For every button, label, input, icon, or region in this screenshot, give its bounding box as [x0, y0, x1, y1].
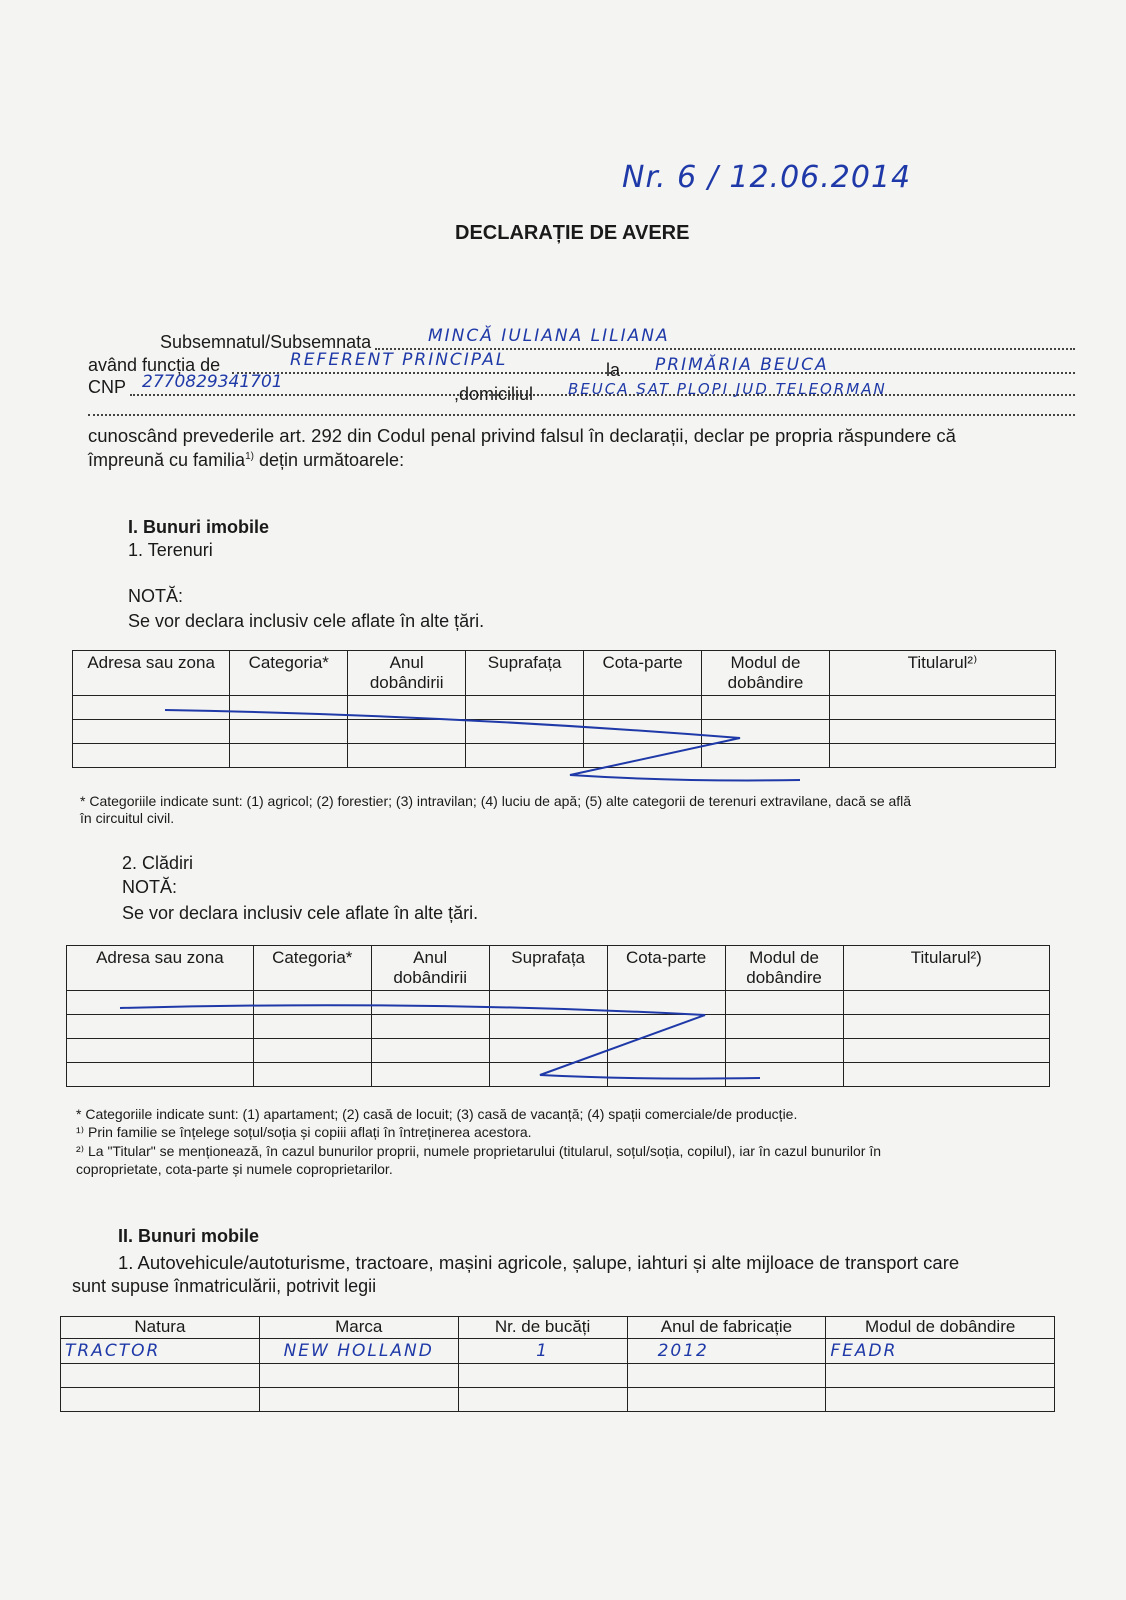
cnp-label: CNP: [88, 377, 127, 397]
col-header: Suprafața: [466, 651, 584, 696]
vehicle-count: 1: [458, 1339, 627, 1364]
domicile-value: BEUCA SAT PLOPI JUD TELEORMAN: [568, 380, 887, 398]
statement-text-end: dețin următoarele:: [253, 450, 405, 470]
note2-text: Se vor declara inclusiv cele aflate în alte țări.: [122, 903, 479, 923]
buildings-footnote: * Categoriile indicate sunt: (1) apartament; (2) casă de locuit; (3) casă de vacanță; (4) spații comerciale/de producție.: [76, 1106, 798, 1122]
col-header: Anul dobândirii: [348, 651, 466, 696]
titular-footnote: ²⁾ La "Titular" se menționează, în cazul bunurilor proprii, numele proprietarului (titularul, soțul/soția, copilul), iar în cazul bunurilor în: [76, 1143, 882, 1159]
document-title: DECLARAȚIE DE AVERE: [455, 222, 690, 244]
col-header: Marca: [259, 1317, 458, 1339]
table-row: [67, 991, 1050, 1015]
registration-number: Nr. 6 / 12.06.2014: [622, 160, 912, 195]
table-header-row: [73, 651, 1056, 696]
subsection-cladiri: 2. Clădiri: [122, 853, 194, 873]
cnp-value: 2770829341701: [142, 372, 283, 392]
function-value: REFERENT PRINCIPAL: [290, 350, 508, 370]
col-header: Natura: [61, 1317, 260, 1339]
note-text: Se vor declara inclusiv cele aflate în alte țări.: [128, 611, 485, 631]
address-dotline: [88, 414, 1075, 416]
vehicle-nature: TRACTOR: [61, 1339, 260, 1364]
function-dotline: [232, 372, 1075, 374]
note-label: NOTĂ:: [128, 586, 184, 606]
land-footnote-2: în circuitul civil.: [80, 810, 175, 826]
table-header-row: [67, 946, 1050, 991]
section-2-heading: II. Bunuri mobile: [118, 1226, 260, 1246]
note2-label: NOTĂ:: [122, 877, 178, 897]
col-header: Cota-parte: [607, 946, 725, 991]
vehicles-heading-2: sunt supuse înmatriculării, potrivit legii: [72, 1276, 377, 1296]
function-label: având funcția de: [88, 355, 221, 375]
col-header: Nr. de bucăți: [458, 1317, 627, 1339]
table-row: [61, 1364, 1055, 1388]
name-value: MINCĂ IULIANA LILIANA: [428, 326, 670, 346]
statement-line-2: [88, 450, 404, 471]
col-header: Adresa sau zona: [67, 946, 254, 991]
domicile-label: ,domiciliul: [454, 384, 534, 404]
table-row: [67, 1015, 1050, 1039]
at-label: la: [606, 360, 621, 380]
titular-footnote-2: coproprietate, cota-parte și numele coproprietarilor.: [76, 1161, 393, 1177]
vehicles-heading: 1. Autovehicule/autoturisme, tractoare, mașini agricole, șalupe, iahturi și alte mijloace de transport care: [118, 1252, 960, 1273]
col-header: Categoria*: [253, 946, 371, 991]
col-header: Cota-parte: [584, 651, 702, 696]
family-footnote: ¹⁾ Prin familie se înțelege soțul/soția și copiii aflați în întreținerea acestora.: [76, 1124, 532, 1140]
col-header: Modul de dobândire: [725, 946, 843, 991]
buildings-table: [66, 945, 1050, 1087]
col-header: Anul dobândirii: [371, 946, 489, 991]
table-row: [73, 744, 1056, 768]
col-header: Modul de dobândire: [702, 651, 830, 696]
table-row: [67, 1039, 1050, 1063]
table-row: [73, 720, 1056, 744]
subsection-terenuri: 1. Terenuri: [128, 540, 213, 560]
col-header: Titularul²): [843, 946, 1049, 991]
table-row: [61, 1339, 1055, 1364]
col-header: Titularul²⁾: [829, 651, 1055, 696]
footnote-ref: 1): [245, 451, 254, 462]
land-footnote: * Categoriile indicate sunt: (1) agricol; (2) forestier; (3) intravilan; (4) luciu de apă; (5) alte categorii de terenuri extravilane, dacă se află: [80, 793, 912, 809]
statement-text: împreună cu familia: [88, 450, 246, 470]
col-header: Modul de dobândire: [826, 1317, 1055, 1339]
vehicles-table: [60, 1316, 1055, 1412]
land-table: [72, 650, 1056, 768]
vehicle-brand: NEW HOLLAND: [259, 1339, 458, 1364]
table-row: [67, 1063, 1050, 1087]
at-value: PRIMĂRIA BEUCA: [655, 355, 829, 375]
table-row: [73, 696, 1056, 720]
col-header: Suprafața: [489, 946, 607, 991]
col-header: Adresa sau zona: [73, 651, 230, 696]
vehicle-acquisition: FEADR: [826, 1339, 1055, 1364]
table-header-row: [61, 1317, 1055, 1339]
table-row: [61, 1388, 1055, 1412]
vehicle-year: 2012: [627, 1339, 826, 1364]
statement-line-1: cunoscând prevederile art. 292 din Codul penal privind falsul în declarații, declar pe propria răspundere că: [88, 425, 956, 446]
name-label: Subsemnatul/Subsemnata: [160, 332, 372, 352]
col-header: Categoria*: [230, 651, 348, 696]
section-1-heading: I. Bunuri imobile: [128, 517, 270, 537]
col-header: Anul de fabricație: [627, 1317, 826, 1339]
